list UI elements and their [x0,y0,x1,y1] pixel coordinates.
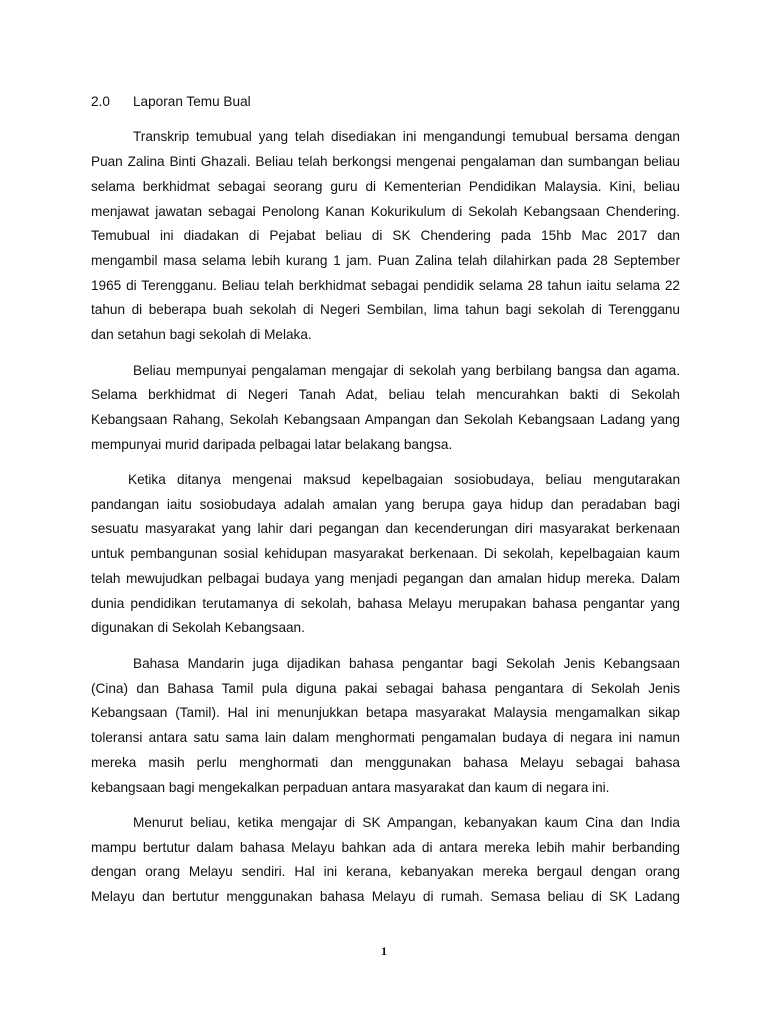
paragraph-line: Beliau mempunyai pengalaman mengajar di sekolah yang berbilang bangsa dan agama. [133,363,680,378]
paragraph-line: Bahasa Mandarin juga dijadikan bahasa pengantar bagi Sekolah Jenis Kebangsaan [133,656,680,671]
paragraph-line: Ketika ditanya mengenai maksud kepelbagaian sosiobudaya, beliau mengutarakan [128,472,680,487]
section-title: Laporan Temu Bual [133,94,251,109]
paragraph-line: mengambil masa selama lebih kurang 1 jam. Puan Zalina telah dilahirkan pada 28 September [91,253,680,268]
paragraph-line: menjawat jawatan sebagai Penolong Kanan Kokurikulum di Sekolah Kebangsaan Chendering. [91,204,680,219]
paragraph-line: Melayu dan bertutur menggunakan bahasa Melayu di rumah. Semasa beliau di SK Ladang [91,889,680,904]
section-heading [91,93,251,111]
paragraph-line: selama berkhidmat sebagai seorang guru di Kementerian Pendidikan Malaysia. Kini, beliau [91,179,680,194]
paragraph-line: Kebangsaan Rahang, Sekolah Kebangsaan Ampangan dan Sekolah Kebangsaan Ladang yang [91,412,680,427]
paragraph-line: kebangsaan bagi mengekalkan perpaduan antara masyarakat dan kaum di negara ini. [91,780,610,795]
paragraph-line: Kebangsaan (Tamil). Hal ini menunjukkan betapa masyarakat Malaysia mengamalkan sikap [91,705,680,720]
paragraph-line: 1965 di Terengganu. Beliau telah berkhidmat sebagai pendidik selama 28 tahun iaitu selama 22 [91,278,680,293]
section-number: 2.0 [91,94,110,109]
paragraph-line: dunia pendidikan terutamanya di sekolah, bahasa Melayu merupakan bahasa pengantar yang [91,596,680,611]
page-number: 1 [381,944,387,958]
paragraph-line: mampu bertutur dalam bahasa Melayu bahkan ada di antara mereka lebih mahir berbanding [91,840,680,855]
paragraph-line: Temubual ini diadakan di Pejabat beliau di SK Chendering pada 15hb Mac 2017 dan [91,228,680,243]
paragraph-line: Puan Zalina Binti Ghazali. Beliau telah berkongsi mengenai pengalaman dan sumbangan beliau [91,154,680,169]
paragraph-line: mereka masih perlu menghormati dan menggunakan bahasa Melayu sebagai bahasa [91,755,680,770]
paragraph-line: dan setahun bagi sekolah di Melaka. [91,327,312,342]
paragraph-line: toleransi antara satu sama lain dalam menghormati pengamalan budaya di negara ini namun [91,730,680,745]
paragraph-line: untuk pembangunan sosial kehidupan masyarakat berkenaan. Di sekolah, kepelbagaian kaum [91,546,680,561]
paragraph-line: telah mewujudkan pelbagai budaya yang menjadi pegangan dan amalan hidup mereka. Dalam [91,571,680,586]
paragraph-line: Menurut beliau, ketika mengajar di SK Ampangan, kebanyakan kaum Cina dan India [133,815,680,830]
paragraph-line: Selama berkhidmat di Negeri Tanah Adat, beliau telah mencurahkan bakti di Sekolah [91,387,680,402]
paragraph-line: tahun di beberapa buah sekolah di Negeri Sembilan, lima tahun bagi sekolah di Terengganu [91,302,680,317]
paragraph-line: pandangan iaitu sosiobudaya adalah amalan yang berupa gaya hidup dan peradaban bagi [91,497,680,512]
paragraph-line: (Cina) dan Bahasa Tamil pula diguna pakai sebagai bahasa pengantara di Sekolah Jenis [91,681,680,696]
paragraph-line: mempunyai murid daripada pelbagai latar belakang bangsa. [91,437,453,452]
paragraph-line: Transkrip temubual yang telah disediakan ini mengandungi temubual bersama dengan [133,129,680,144]
paragraph-line: dengan orang Melayu sendiri. Hal ini kerana, kebanyakan mereka bergaul dengan orang [91,864,680,879]
paragraph-line: digunakan di Sekolah Kebangsaan. [91,620,305,635]
paragraph-line: sesuatu masyarakat yang lahir dari pegangan dan kecenderungan diri masyarakat berkenaan [91,521,680,536]
